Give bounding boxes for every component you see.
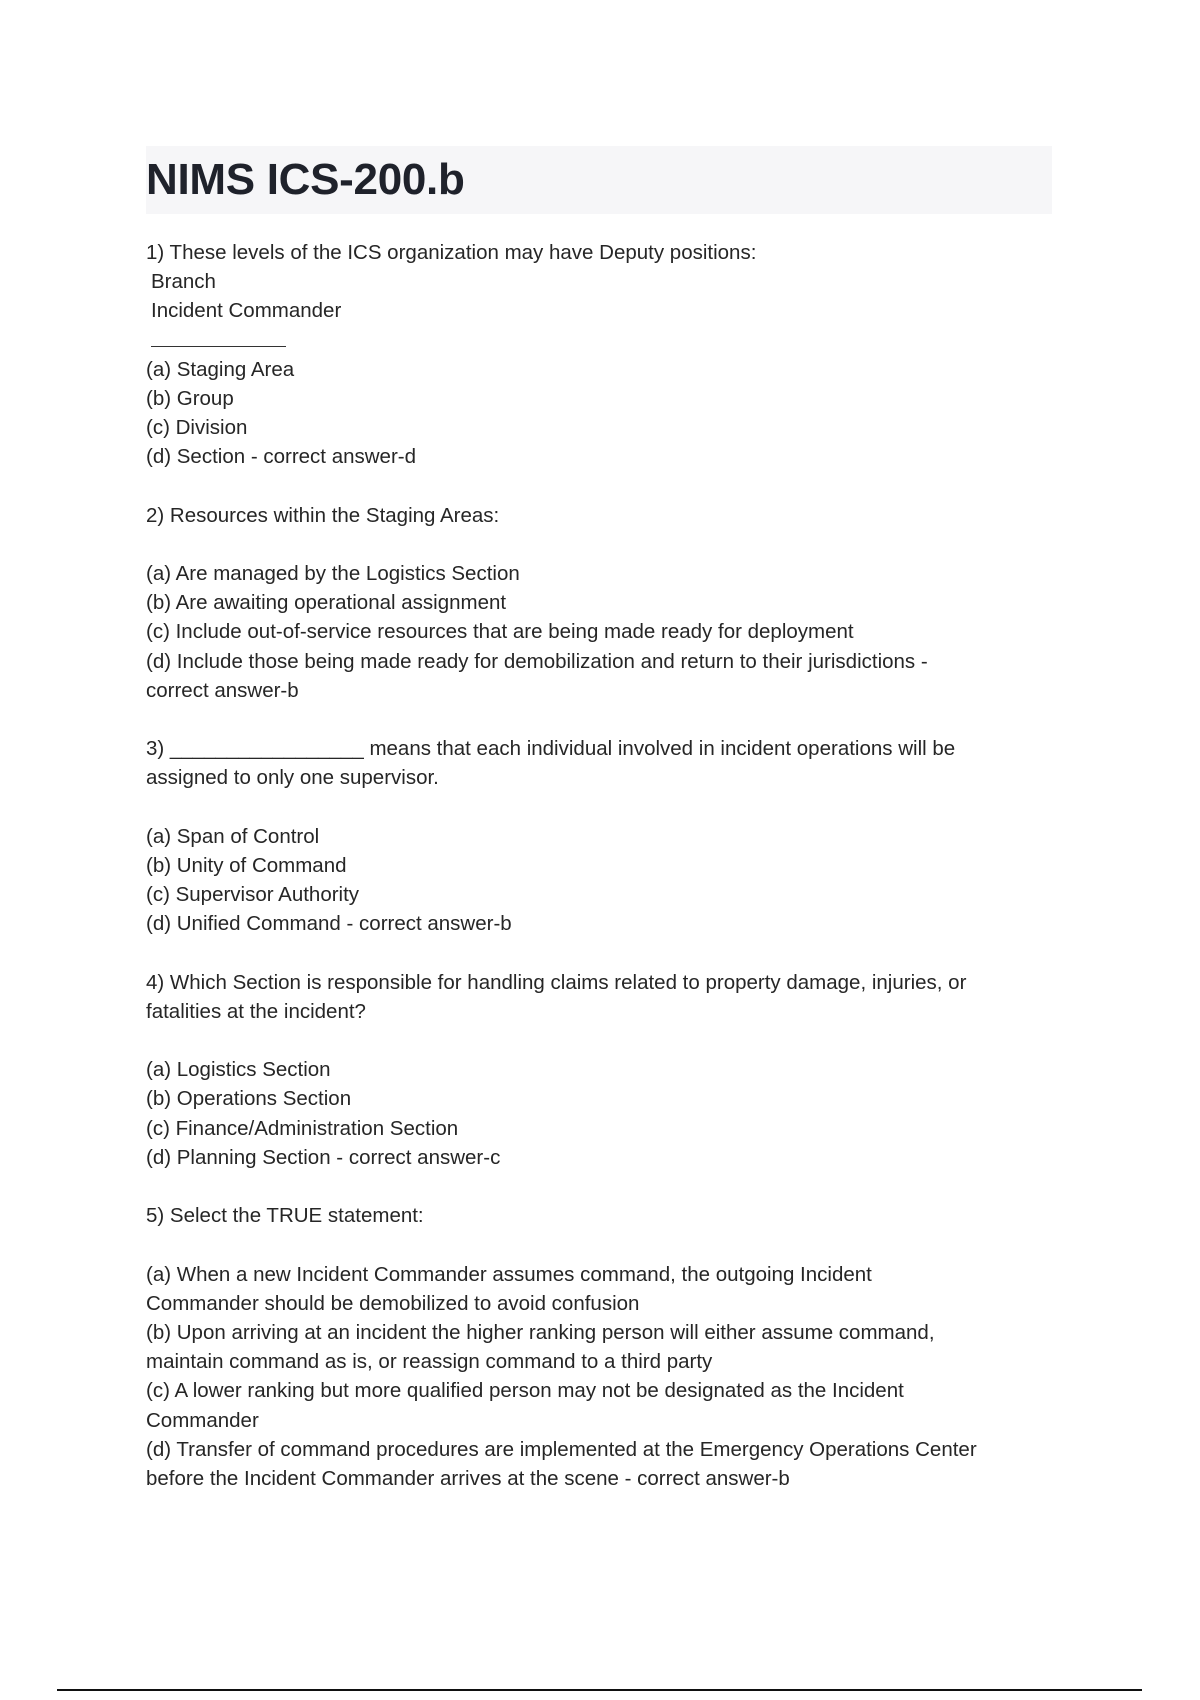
answer-option: (b) Operations Section — [146, 1087, 352, 1111]
question-5 — [146, 1201, 1066, 1493]
answer-option: Commander — [146, 1408, 259, 1432]
answer-option: (c) Division — [146, 416, 248, 440]
answer-option: (b) Are awaiting operational assignment — [146, 591, 507, 615]
footer-divider — [57, 1689, 1142, 1691]
spacer — [146, 1230, 1066, 1259]
answer-option: (d) Unified Command - correct answer-b — [146, 912, 512, 936]
question-stem: 2) Resources within the Staging Areas: — [146, 503, 500, 527]
answer-option: Commander should be demobilized to avoid confusion — [146, 1291, 640, 1315]
answer-option: (b) Upon arriving at an incident the higher ranking person will either assume command, — [146, 1320, 935, 1344]
answer-blank — [146, 326, 1066, 355]
answer-option: correct answer-b — [146, 678, 299, 702]
question-stem: 4) Which Section is responsible for handling claims related to property damage, injuries, or — [146, 970, 967, 994]
answer-option: (d) Include those being made ready for demobilization and return to their jurisdictions - — [146, 649, 928, 673]
answer-option: (c) Include out-of-service resources that are being made ready for deployment — [146, 620, 854, 644]
answer-option: (d) Transfer of command procedures are implemented at the Emergency Operations Center — [146, 1437, 977, 1461]
question-list — [146, 238, 1066, 1522]
question-stem: assigned to only one supervisor. — [146, 766, 439, 790]
page-title: NIMS ICS-200.b — [146, 155, 465, 204]
answer-option: (c) Supervisor Authority — [146, 883, 360, 907]
question-stem: 3) _________________ means that each individual involved in incident operations will be — [146, 737, 956, 761]
given-item: Branch — [151, 270, 216, 294]
answer-option: (b) Unity of Command — [146, 853, 347, 877]
answer-option: (c) Finance/Administration Section — [146, 1116, 459, 1140]
answer-option: (b) Group — [146, 386, 234, 410]
question-stem: 5) Select the TRUE statement: — [146, 1204, 424, 1228]
question-stem: fatalities at the incident? — [146, 999, 366, 1023]
question-4 — [146, 968, 1066, 1172]
question-2 — [146, 501, 1066, 705]
answer-option: (d) Section - correct answer-d — [146, 445, 417, 469]
answer-option: (a) When a new Incident Commander assumes command, the outgoing Incident — [146, 1262, 872, 1286]
answer-option: (a) Staging Area — [146, 357, 295, 381]
answer-option: (a) Span of Control — [146, 824, 320, 848]
answer-option: (a) Are managed by the Logistics Section — [146, 562, 520, 586]
question-1 — [146, 238, 1066, 472]
question-3 — [146, 734, 1066, 938]
blank-underline — [151, 328, 286, 347]
answer-option: (c) A lower ranking but more qualified person may not be designated as the Incident — [146, 1379, 904, 1403]
given-item: Incident Commander — [151, 299, 342, 323]
spacer — [146, 530, 1066, 559]
spacer — [146, 1026, 1066, 1055]
question-stem: 1) These levels of the ICS organization may have Deputy positions: — [146, 241, 757, 264]
answer-option: (a) Logistics Section — [146, 1058, 331, 1082]
spacer — [146, 793, 1066, 822]
answer-option: before the Incident Commander arrives at the scene - correct answer-b — [146, 1466, 790, 1490]
answer-option: (d) Planning Section - correct answer-c — [146, 1145, 501, 1169]
answer-option: maintain command as is, or reassign command to a third party — [146, 1350, 713, 1374]
